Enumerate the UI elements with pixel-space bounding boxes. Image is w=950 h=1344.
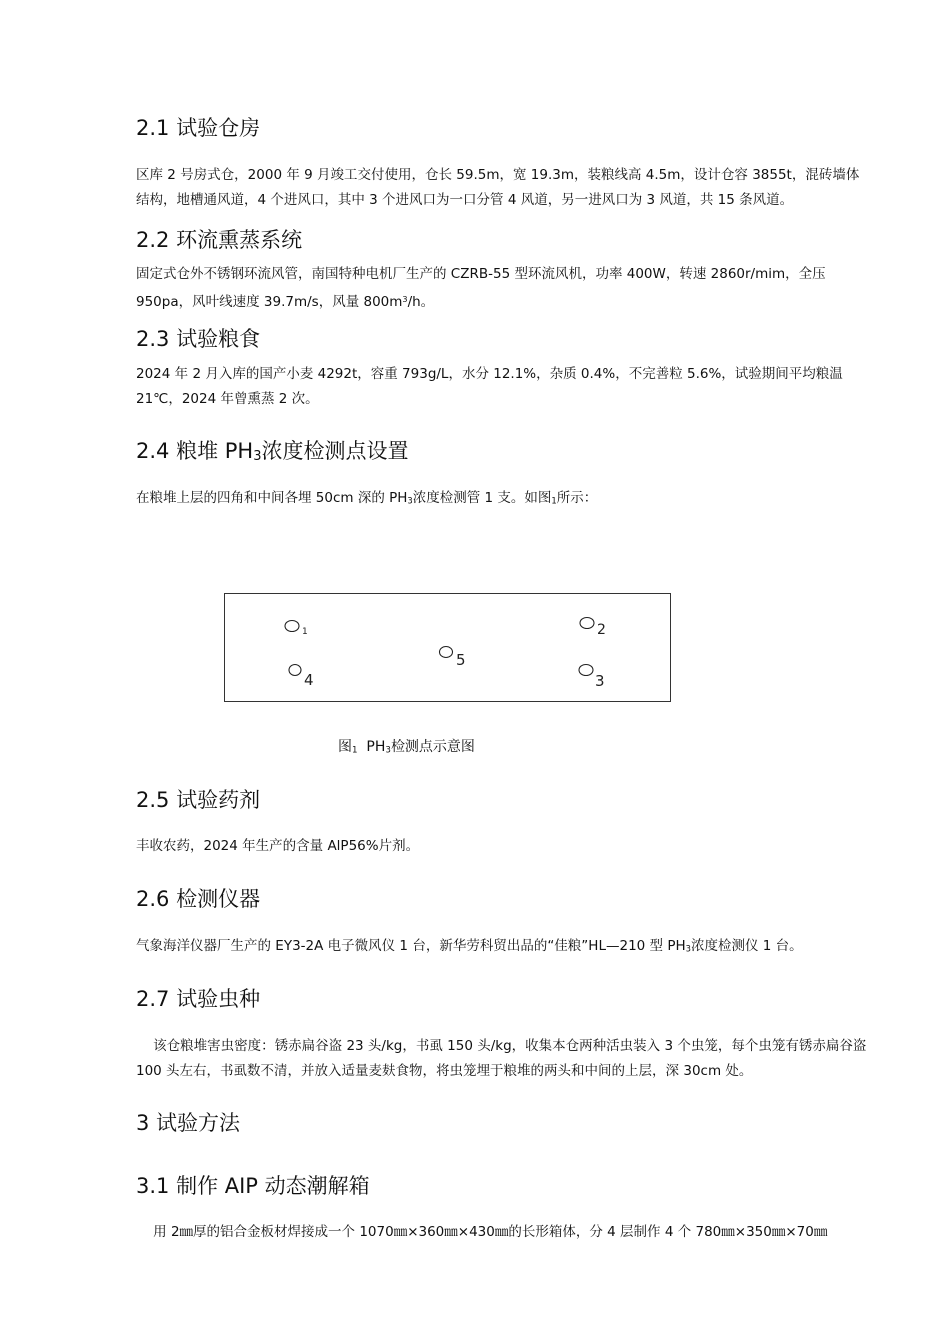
text-part: PH [357, 739, 386, 755]
paragraph-2-6 [136, 934, 872, 961]
subscript: 3 [253, 448, 262, 464]
text-part: 图 [338, 739, 352, 755]
text-part: 在粮堆上层的四角和中间各埋 50cm 深的 PH [136, 490, 408, 506]
point-5-circle [440, 647, 453, 658]
heading-2-4 [136, 435, 408, 465]
subscript: 3 [385, 745, 391, 756]
point-3-label: 3 [595, 672, 605, 690]
text-part: 浓度检测点设置 [261, 439, 409, 463]
text-part: 固定式仓外不锈钢环流风管，南国特种电机厂生产的 CZRB-55 型环流风机，功率 400W，转速 2860r/mim，全压 950pa，风叶线速度 39.7m/s，风量 800m [136, 266, 826, 311]
heading-2-2: 2.2 环流熏蒸系统 [136, 228, 303, 252]
superscript: 3 [402, 294, 408, 304]
text-part: /h。 [407, 294, 435, 311]
heading-3-1: 3.1 制作 AIP 动态潮解箱 [136, 1174, 370, 1198]
point-2-circle [580, 618, 594, 629]
paragraph-2-4 [136, 486, 872, 513]
text-part: 浓度检测管 1 支。如图 [412, 490, 552, 506]
text-part: 浓度检测仪 1 台。 [690, 938, 803, 954]
heading-2-3: 2.3 试验粮食 [136, 327, 261, 351]
subscript: 3 [407, 495, 413, 506]
point-1-circle [285, 621, 299, 632]
ph3-point-diagram [224, 593, 671, 702]
paragraph-2-7: 该仓粮堆害虫密度：锈赤扁谷盗 23 头/kg，书虱 150 头/kg，收集本仓两种活虫装入 3 个虫笼，每个虫笼有锈赤扁谷盗 100 头左右，书虱数不清，并放入适量麦麸食物，将虫笼埋于粮堆的两头和中间的上层，深 30cm 处。 [136, 1038, 871, 1079]
text-part: 检测点示意图 [390, 739, 475, 755]
paragraph-2-2 [136, 262, 872, 315]
heading-2-7: 2.7 试验虫种 [136, 987, 261, 1011]
figure-caption [338, 736, 475, 756]
point-diagram-svg [225, 594, 672, 703]
text-part: 所示： [556, 490, 598, 506]
point-3-circle [579, 665, 593, 676]
heading-2-1: 2.1 试验仓房 [136, 116, 261, 140]
point-1-label: 1 [302, 627, 308, 637]
point-4-label: 4 [304, 671, 314, 689]
heading-2-6: 2.6 检测仪器 [136, 887, 261, 911]
point-5-label: 5 [456, 651, 466, 669]
text-part: 2.4 粮堆 PH [136, 439, 254, 463]
figure-ref: 1 [551, 495, 557, 506]
subscript: 3 [685, 943, 691, 954]
paragraph-2-3: 2024 年 2 月入库的国产小麦 4292t，容重 793g/L，水分 12.1%，杂质 0.4%，不完善粒 5.6%，试验期间平均粮温 21℃，2024 年曾熏蒸 2 次。 [136, 366, 843, 407]
heading-2-5: 2.5 试验药剂 [136, 788, 261, 812]
paragraph-3-1: 用 2㎜厚的铝合金板材焊接成一个 1070㎜×360㎜×430㎜的长形箱体，分 4 层制作 4 个 780㎜×350㎜×70㎜ [136, 1224, 828, 1240]
figure-number: 1 [352, 745, 358, 756]
heading-3: 3 试验方法 [136, 1111, 241, 1135]
point-4-circle [289, 665, 301, 676]
paragraph-2-1: 区库 2 号房式仓，2000 年 9 月竣工交付使用，仓长 59.5m，宽 19.3m，装粮线高 4.5m，设计仓容 3855t，混砖墙体结构，地槽通风道，4 个进风口，其中 3 个进风口为一口分管 4 风道，另一进风口为 3 风道，共 15 条风道。 [136, 167, 860, 208]
text-part: 气象海洋仪器厂生产的 EY3-2A 电子微风仪 1 台，新华劳科贸出品的“佳粮”HL—210 型 PH [136, 938, 686, 954]
point-2-label: 2 [597, 622, 606, 638]
paragraph-2-5: 丰收农药，2024 年生产的含量 AlP56%片剂。 [136, 838, 420, 854]
